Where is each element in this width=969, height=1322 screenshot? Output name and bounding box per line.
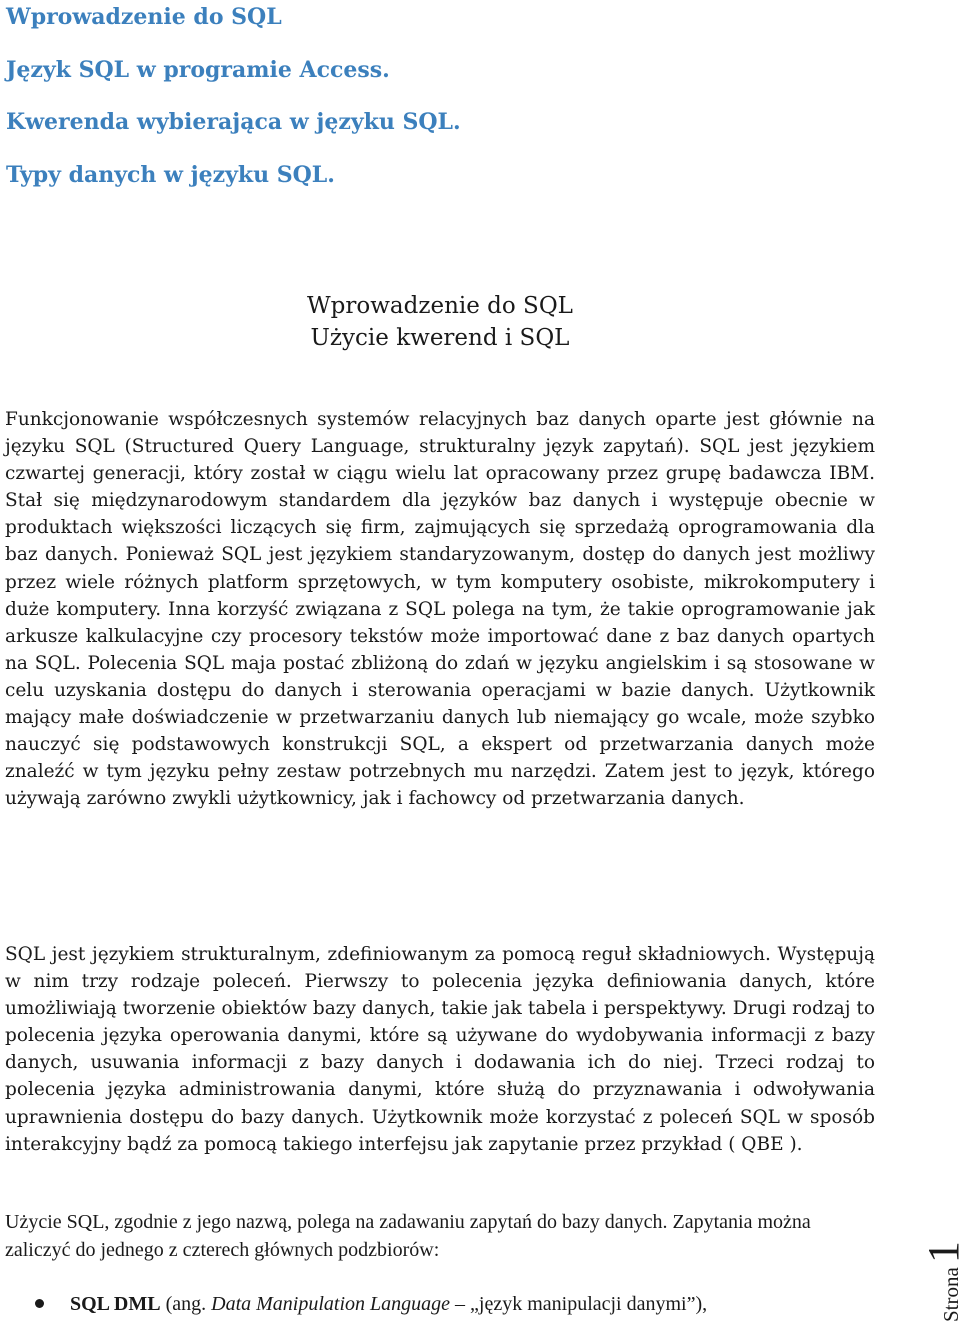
toc-item-access: Język SQL w programie Access. <box>6 57 390 83</box>
title-line-2: Użycie kwerend i SQL <box>310 325 570 351</box>
bullet-post: – „język manipulacji danymi”), <box>455 1293 708 1315</box>
page-number-marker <box>918 1241 969 1322</box>
bullet-pre: (ang. <box>165 1293 207 1315</box>
paragraph-query-usage: Użycie SQL, zgodnie z jego nazwą, polega na zadawaniu zapytań do bazy danych. Zapytania można zaliczyć do jednego z czterech głównych podzbiorów: <box>5 1211 811 1261</box>
title-line-1: Wprowadzenie do SQL <box>307 293 573 319</box>
page-number: 1 <box>919 1241 968 1264</box>
paragraph-intro: Funkcjonowanie współczesnych systemów relacyjnych baz danych oparte jest głównie na języku SQL (Structured Query Language, strukturalny język zapytań). SQL jest językiem czwartej generacji, który został w ciągu wielu lat opracowany przez grupę badawcza IBM. Stał się międzynarodowym standardem dla języków baz danych i występuje obecnie w produktach większości liczących się firm, zajmujących się sprzedażą oprogramowania dla baz danych. Ponieważ SQL jest językiem standaryzowanym, dostęp do danych jest możliwy przez wiele różnych platform sprzętowych, w tym komputery osobiste, mikrokomputery i duże komputery. Inna korzyść związana z SQL polega na tym, że takie oprogramowanie jak arkusze kalkulacyjne czy procesory tekstów może importować dane z baz danych opartych na SQL. Polecenia SQL maja postać zbliżoną do zdań w języku angielskim i są stosowane w celu uzyskania dostępu do danych i sterowania operacjami w bazie danych. Użytkownik mający małe doświadczenie w przetwarzaniu danych lub niemający go wcale, może szybko nauczyć się podstawowych konstrukcji SQL, a ekspert od przetwarzania danych może znaleźć w tym języku pełny zestaw potrzebnych mu narzędzi. Zatem jest to język, którego używają zarówno zwykli użytkownicy, jak i fachowcy od przetwarzania danych. <box>5 409 875 810</box>
page-label: Strona <box>939 1267 963 1322</box>
list-item-sql-dml <box>35 1290 707 1318</box>
bullet-icon <box>35 1299 44 1308</box>
toc-item-data-types: Typy danych w języku SQL. <box>6 162 335 188</box>
bullet-italic: Data Manipulation Language <box>211 1293 451 1315</box>
bullet-term: SQL DML <box>70 1293 161 1315</box>
toc-item-intro: Wprowadzenie do SQL <box>6 4 282 30</box>
toc-item-select-query: Kwerenda wybierająca w języku SQL. <box>6 109 461 135</box>
document-title <box>0 290 880 354</box>
paragraph-structure: SQL jest językiem strukturalnym, zdefiniowanym za pomocą reguł składniowych. Występują w nim trzy rodzaje poleceń. Pierwszy to polecenia języka definiowania danych, które umożliwiają tworzenie obiektów bazy danych, takie jak tabela i perspektywy. Drugi rodzaj to polecenia języka operowania danymi, które są używane do wydobywania informacji z bazy danych, usuwania informacji z bazy danych i dodawania ich do niej. Trzeci rodzaj to polecenia języka administrowania danymi, które służą do przyznawania i odwoływania uprawnienia dostępu do bazy danych. Użytkownik może korzystać z poleceń SQL w sposób interakcyjny bądź za pomocą takiego interfejsu jak zapytanie przez przykład ( QBE ). <box>5 944 875 1155</box>
